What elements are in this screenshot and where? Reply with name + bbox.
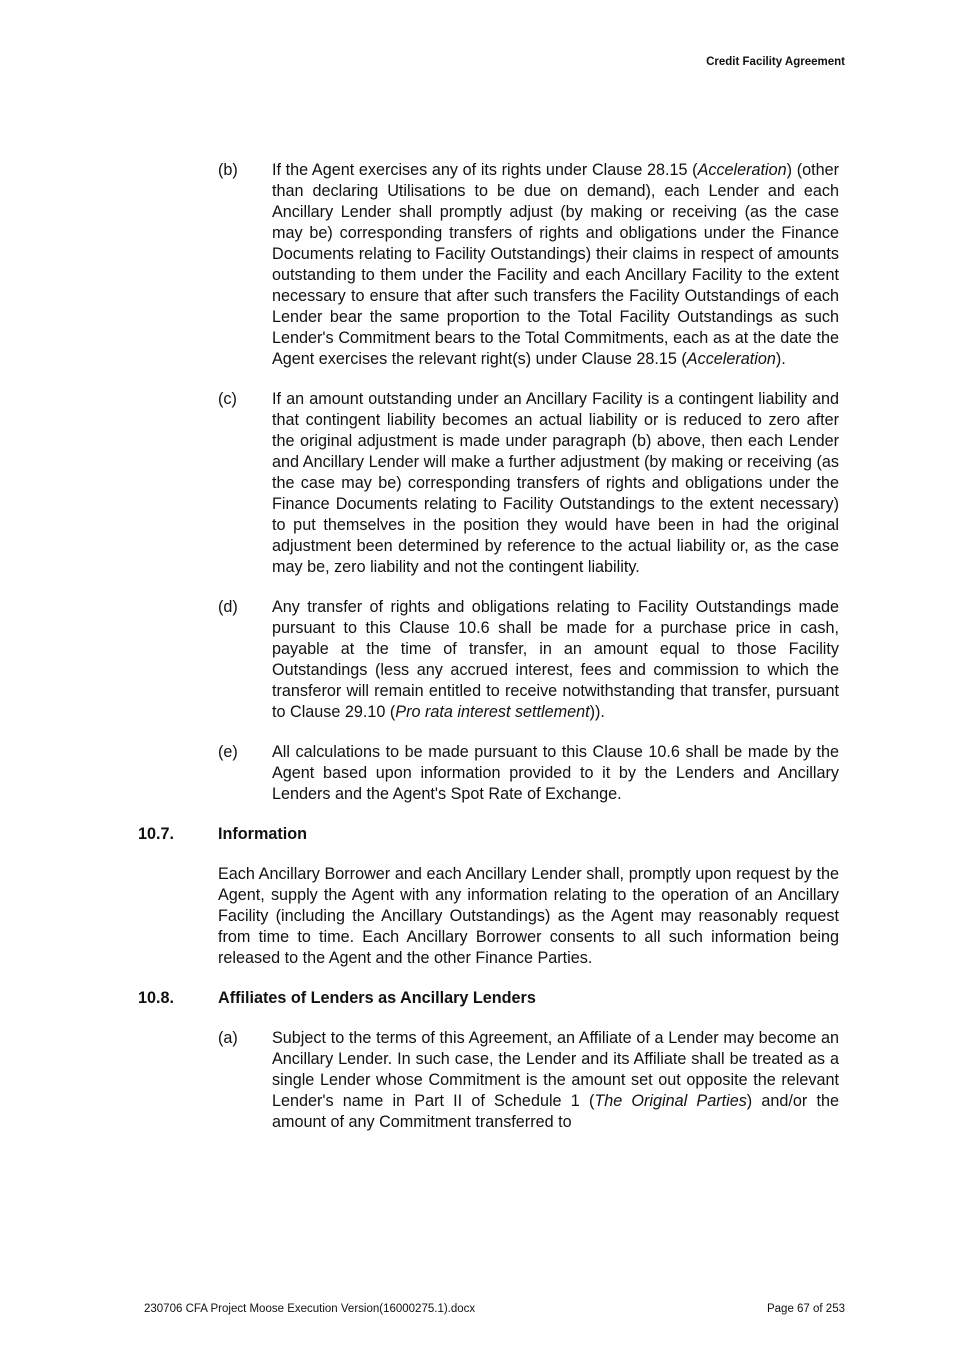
section-number: 10.7. <box>138 825 175 843</box>
section-title: Information <box>218 825 308 843</box>
document-body <box>0 160 965 1152</box>
paragraph-label: (c) <box>218 390 237 408</box>
text-segment: ) (other than declaring Utilisations to be due on demand), each Lender and each Ancillary Lender shall promptly adjust (by making or receiving (as the case may be) corresponding transfers of rights and obligations under the Finance Documents relating to Facility Outstandings) their claims in respect of amounts outstanding to them under the Facility and each Ancillary Facility to the extent necessary to ensure that after such transfers the Facility Outstandings of each Lender bear the same proportion to the Total Facility Outstandings as such Lender's Commitment bears to the Total Commitments, each as at the date the Agent exercises the relevant right(s) under Clause 28.15 ( <box>272 161 839 368</box>
numbered-paragraph <box>0 1028 965 1133</box>
section-number: 10.8. <box>138 989 175 1007</box>
numbered-paragraph <box>0 742 965 805</box>
text-segment: If the Agent exercises any of its rights under Clause 28.15 ( <box>272 161 698 179</box>
italic-reference: Acceleration <box>697 161 787 179</box>
section-title: Affiliates of Lenders as Ancillary Lenders <box>218 989 536 1007</box>
section-body-10-7: Each Ancillary Borrower and each Ancillary Lender shall, promptly upon request by the Agent, supply the Agent with any information relating to the operation of an Ancillary Facility (including the Ancillary Outstandings) as the Agent may reasonably request from time to time. Each Ancillary Borrower consents to all such information being released to the Agent and the other Finance Parties. <box>218 865 839 967</box>
section-heading-10-7 <box>0 824 965 845</box>
text-segment: )). <box>589 703 605 721</box>
text-segment: ). <box>775 350 786 368</box>
paragraph-text <box>272 1028 839 1133</box>
paragraph-label: (e) <box>218 743 238 761</box>
paragraph-label: (b) <box>218 161 238 179</box>
paragraph-text <box>272 160 839 370</box>
text-segment: Subject to the terms of this Agreement, an Affiliate of a Lender may become an Ancillary Lender. In such case, the Lender and its Affiliate shall be treated as a single Lender whose Commitment is the amount set out opposite the relevant Lender's name in Part II of Schedule 1 ( <box>272 1029 839 1110</box>
text-segment: If an amount outstanding under an Ancillary Facility is a contingent liability and that contingent liability becomes an actual liability or is reduced to zero after the original adjustment is made under paragraph (b) above, then each Lender and Ancillary Lender will make a further adjustment (by making or receiving (as the case may be) corresponding transfers of rights and obligations under the Finance Documents relating to Facility Outstandings to the extent necessary) to put themselves in the position they would have been in had the original adjustment been determined by reference to the actual liability or, as the case may be, zero liability and not the contingent liability. <box>272 390 839 576</box>
footer-document-name: 230706 CFA Project Moose Execution Version(16000275.1).docx <box>144 1303 476 1315</box>
text-segment: All calculations to be made pursuant to this Clause 10.6 shall be made by the Agent based upon information provided to it by the Lenders and Ancillary Lenders and the Agent's Spot Rate of Exchange. <box>272 743 839 803</box>
italic-reference: Acceleration <box>686 350 776 368</box>
text-segment: Any transfer of rights and obligations relating to Facility Outstandings made pursuant to this Clause 10.6 shall be made for a purchase price in cash, payable at the time of transfer, in an amount equal to those Facility Outstandings (less any accrued interest, fees and commission to which the transferor will remain entitled to receive notwithstanding that transfer, pursuant to Clause 29.10 ( <box>272 598 839 721</box>
footer-page-number: Page 67 of 253 <box>766 1303 845 1315</box>
running-header-title: Credit Facility Agreement <box>706 56 845 68</box>
paragraph-text <box>272 389 839 578</box>
numbered-paragraph <box>0 160 965 370</box>
numbered-paragraph <box>0 597 965 723</box>
italic-reference: Pro rata interest settlement <box>395 703 590 721</box>
clause-10-8-paragraphs <box>0 1028 965 1133</box>
paragraph-text <box>272 597 839 723</box>
numbered-paragraph <box>0 389 965 578</box>
paragraph-text <box>272 742 839 805</box>
text-segment: ) and/or the amount of any Commitment transferred to <box>272 1092 839 1131</box>
clause-10-6-paragraphs <box>0 160 965 805</box>
paragraph-label: (d) <box>218 598 238 616</box>
paragraph-label: (a) <box>218 1029 238 1047</box>
section-heading-10-8 <box>0 988 965 1009</box>
italic-reference: The Original Parties <box>594 1092 747 1110</box>
